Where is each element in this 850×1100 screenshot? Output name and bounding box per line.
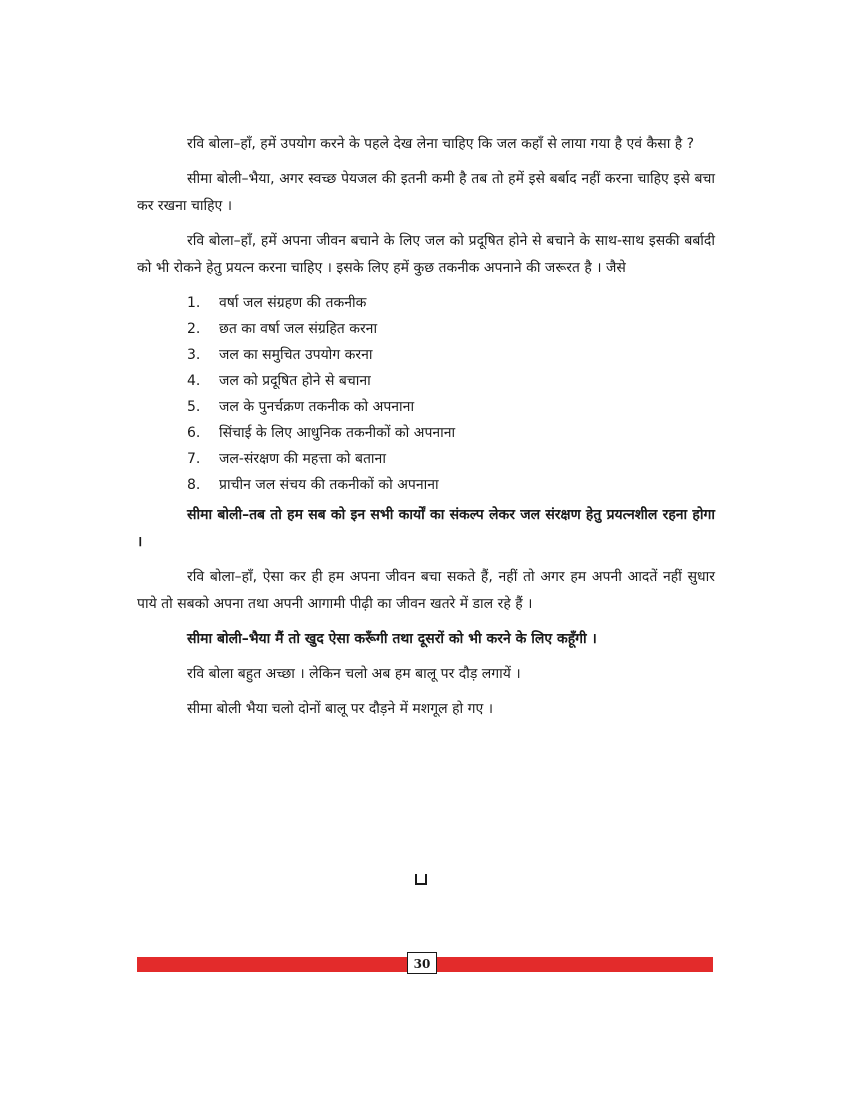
list-item: [137, 368, 715, 394]
paragraph-ravi-4: रवि बोला बहुत अच्छा । लेकिन चलो अब हम बालू पर दौड़ लगायें ।: [187, 666, 521, 682]
page-number: 30: [407, 952, 437, 974]
paragraph-seema-2: सीमा बोली–तब तो हम सब को इन सभी कार्यों का संकल्प लेकर जल संरक्षण हेतु प्रयत्नशील रहना होगा ।: [137, 507, 715, 550]
list-item-number: 1.: [187, 295, 201, 311]
list-item-text: जल का समुचित उपयोग करना: [219, 347, 373, 363]
list-item-number: 5.: [187, 399, 201, 415]
list-item: [137, 316, 715, 342]
paragraph-seema-1: सीमा बोली–भैया, अगर स्वच्छ पेयजल की इतनी कमी है तब तो हमें इसे बर्बाद नहीं करना चाहिए इसे बचा कर रखना चाहिए ।: [137, 171, 715, 214]
list-item: [137, 472, 715, 498]
list-item: [137, 446, 715, 472]
list-item-text: जल को प्रदूषित होने से बचाना: [219, 373, 371, 389]
technique-list: [137, 290, 715, 498]
list-item-text: वर्षा जल संग्रहण की तकनीक: [219, 295, 367, 311]
page-content: [137, 131, 715, 731]
list-item-number: 8.: [187, 477, 201, 493]
list-item-text: प्राचीन जल संचय की तकनीकों को अपनाना: [219, 477, 439, 493]
list-item-text: छत का वर्षा जल संग्रहित करना: [219, 321, 378, 337]
paragraph-ravi-1: रवि बोला–हाँ, हमें उपयोग करने के पहले देख लेना चाहिए कि जल कहाँ से लाया गया है एवं कैसा है ?: [187, 136, 695, 152]
list-item-text: सिंचाई के लिए आधुनिक तकनीकों को अपनाना: [219, 425, 456, 441]
section-end-icon: [415, 874, 427, 885]
list-item-number: 7.: [187, 451, 201, 467]
list-item: [137, 420, 715, 446]
list-item-number: 4.: [187, 373, 201, 389]
list-item: [137, 290, 715, 316]
paragraph-seema-3: सीमा बोली–भैया मैं तो खुद ऐसा करूँगी तथा दूसरों को भी करने के लिए कहूँगी ।: [187, 631, 597, 647]
paragraph-seema-4: सीमा बोली भैया चलो दोनों बालू पर दौड़ने में मशगूल हो गए ।: [187, 701, 494, 717]
list-item-number: 6.: [187, 425, 201, 441]
paragraph-ravi-3: रवि बोला–हाँ, ऐसा कर ही हम अपना जीवन बचा सकते हैं, नहीं तो अगर हम अपनी आदतें नहीं सुधार पाये तो सबको अपना तथा अपनी आगामी पीढ़ी का जीवन खतरे में डाल रहे हैं ।: [137, 569, 715, 612]
list-item-text: जल-संरक्षण की महत्ता को बताना: [219, 451, 386, 467]
list-item-text: जल के पुनर्चक्रण तकनीक को अपनाना: [219, 399, 415, 415]
list-item-number: 3.: [187, 347, 201, 363]
list-item: [137, 394, 715, 420]
paragraph-ravi-2: रवि बोला–हाँ, हमें अपना जीवन बचाने के लिए जल को प्रदूषित होने से बचाने के साथ-साथ इसकी बर्बादी को भी रोकने हेतु प्रयत्न करना चाहिए । इसके लिए हमें कुछ तकनीक अपनाने की जरूरत है । जैसे: [137, 233, 715, 276]
list-item: [137, 342, 715, 368]
list-item-number: 2.: [187, 321, 201, 337]
